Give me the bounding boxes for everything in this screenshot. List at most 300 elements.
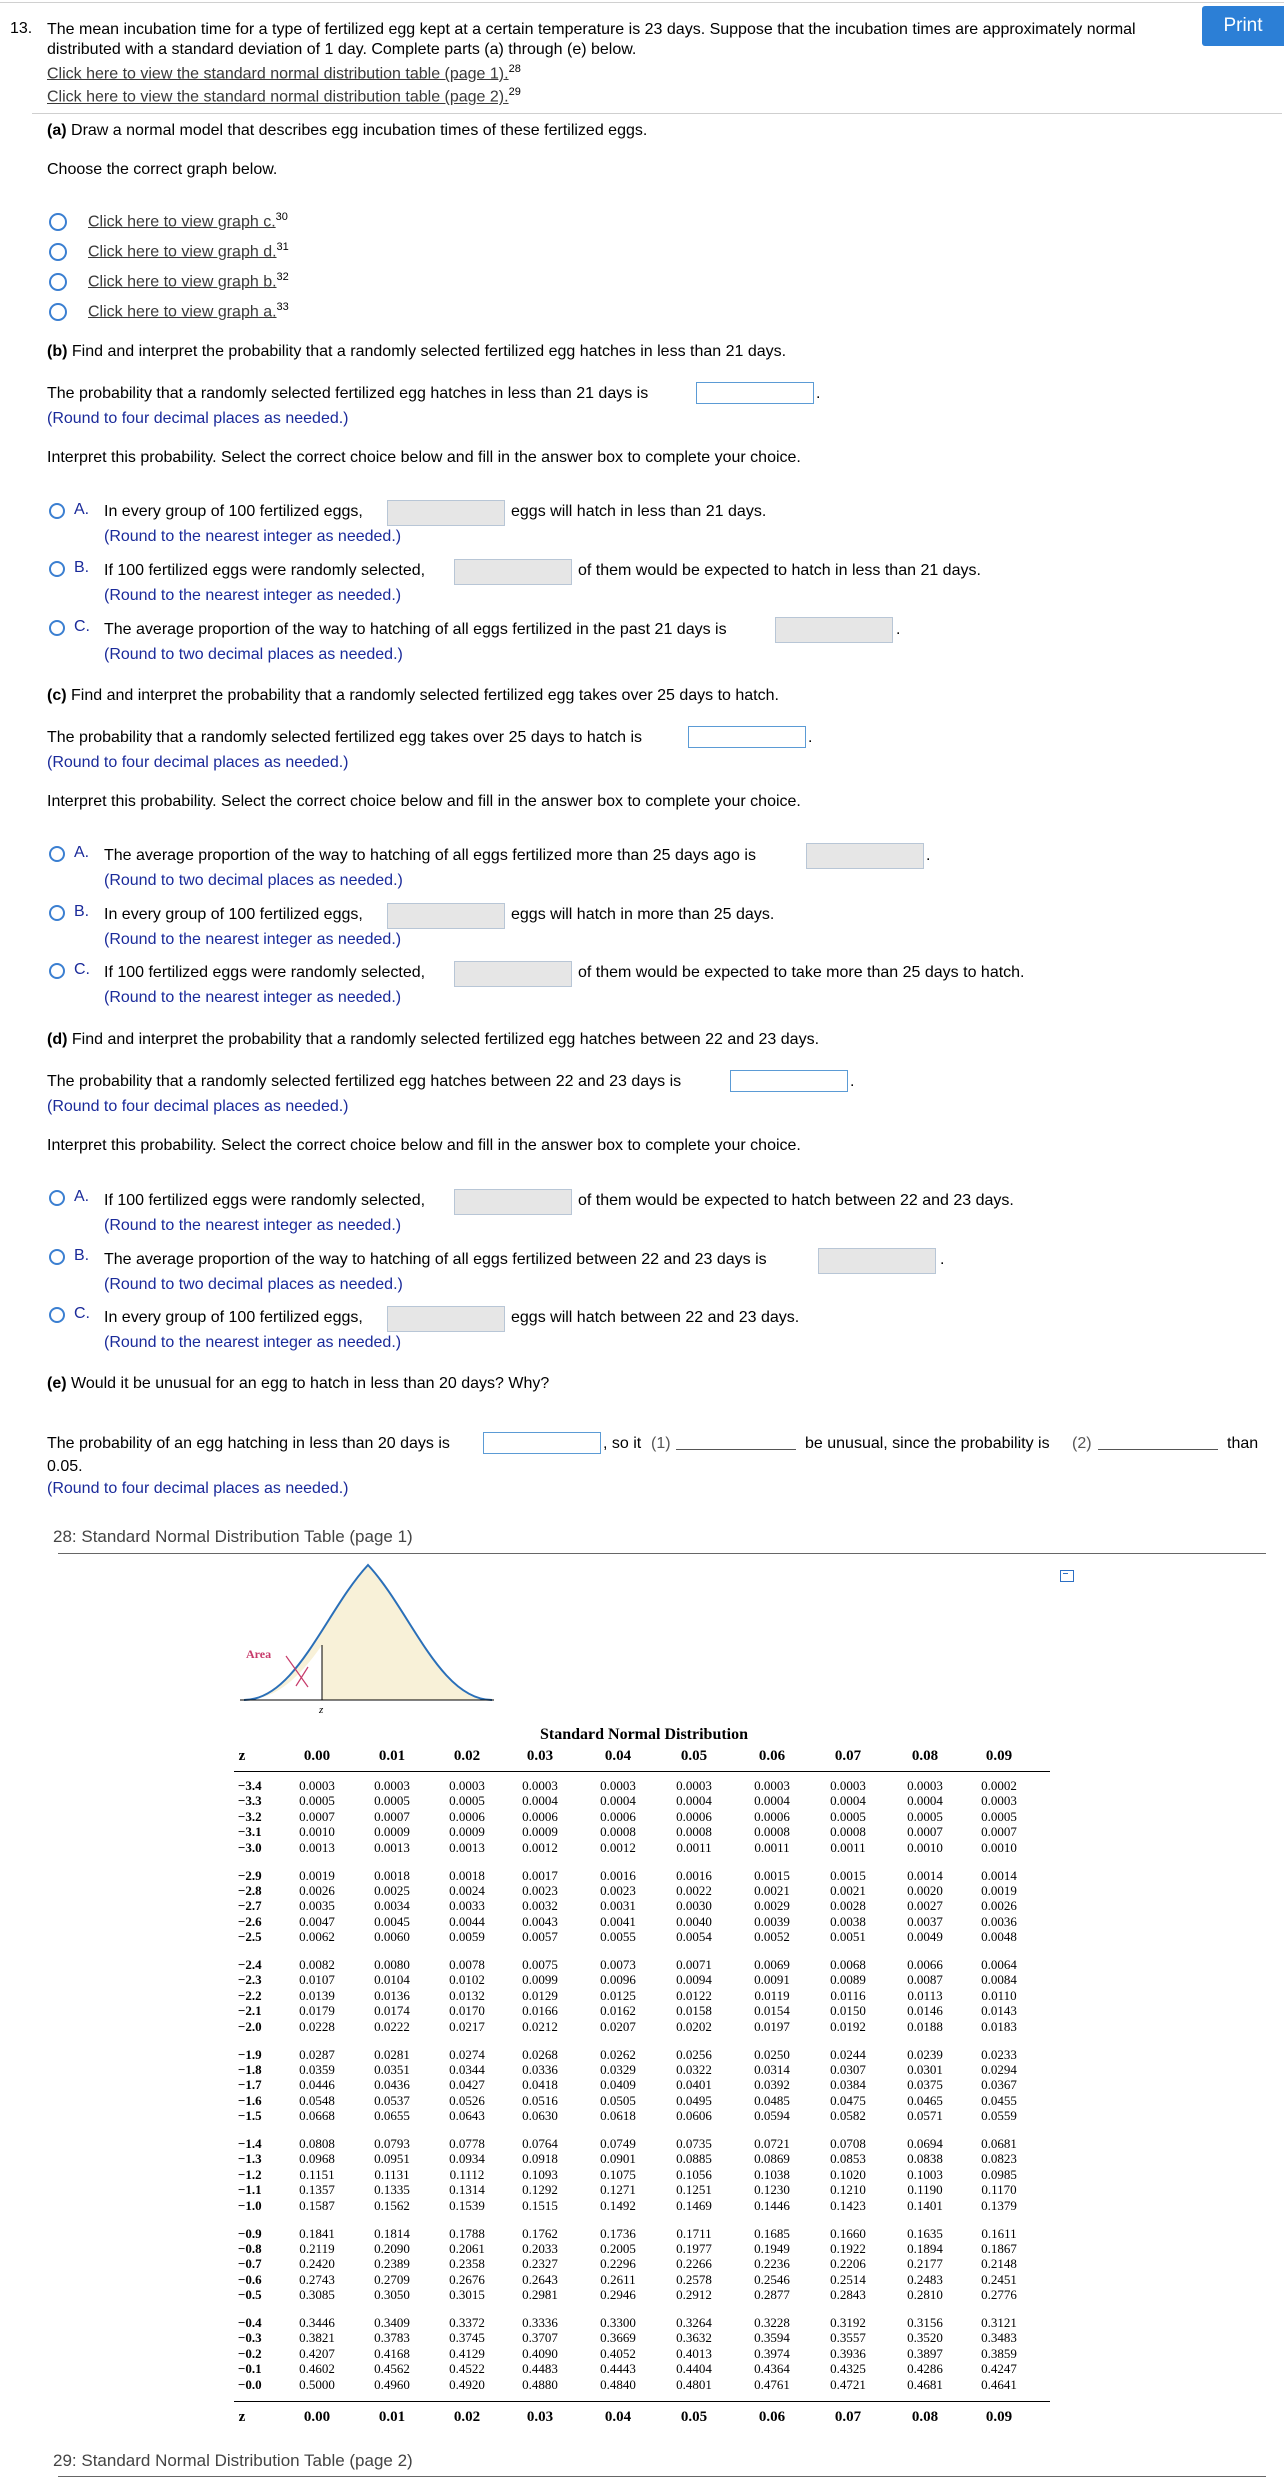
table-cell: 0.0174	[374, 2003, 410, 2019]
table-cell: 0.1660	[830, 2225, 866, 2241]
table-cell: 0.4960	[374, 2376, 410, 2392]
probability-column	[362, 2226, 422, 2303]
table-cell: 0.0032	[522, 1898, 558, 1914]
column-header: 0.07	[834, 1748, 862, 1764]
table-cell: 0.0006	[600, 1808, 636, 1824]
probability-column	[664, 2315, 724, 2392]
table-cell: 0.0009	[449, 1824, 485, 1840]
part-c-prob-text: The probability that a randomly selected fertilized egg takes over 25 days to hatch is	[47, 729, 642, 746]
part-e-round-note: (Round to four decimal places as needed.)	[47, 1480, 349, 1497]
table-cell: 0.0239	[907, 2046, 943, 2062]
z-value: −2.8	[238, 1882, 262, 1898]
probability-column	[969, 1868, 1029, 1945]
table-cell: 0.1788	[449, 2225, 485, 2241]
blank-1-dropdown[interactable]	[676, 1449, 796, 1450]
table-cell: 0.2877	[754, 2287, 790, 2303]
part-d-probability-input[interactable]	[730, 1070, 848, 1092]
part-c-choice-a-note: (Round to two decimal places as needed.)	[104, 872, 403, 889]
z-value-group	[238, 2047, 278, 2124]
table-cell: 0.3707	[522, 2330, 558, 2346]
table-cell: 0.4168	[374, 2345, 410, 2361]
table-cell: 0.0188	[907, 2018, 943, 2034]
z-value-group	[238, 2136, 278, 2213]
table-cell: 0.4325	[830, 2361, 866, 2377]
table-link-page-2[interactable]: Click here to view the standard normal distribution table (page 2).	[47, 88, 509, 106]
part-d-choice-b-after: .	[940, 1251, 945, 1268]
table-cell: 0.0041	[600, 1913, 636, 1929]
graph-b-radio[interactable]	[49, 273, 67, 291]
table-cell: 0.0013	[299, 1839, 335, 1855]
table-cell: 0.0091	[754, 1972, 790, 1988]
table-cell: 0.0268	[522, 2046, 558, 2062]
table-cell: 0.1867	[981, 2240, 1017, 2256]
part-d-prob-text: The probability that a randomly selected fertilized egg hatches between 22 and 23 days is	[47, 1073, 682, 1090]
table-cell: 0.0274	[449, 2046, 485, 2062]
table-cell: 0.0853	[830, 2151, 866, 2167]
table-cell: 0.1020	[830, 2166, 866, 2182]
table-cell: 0.0150	[830, 2003, 866, 2019]
table-cell: 0.0968	[299, 2151, 335, 2167]
table-link-1-ref: 28	[508, 63, 521, 75]
part-e-text-2: , so it	[603, 1435, 642, 1452]
table-cell: 0.4761	[754, 2376, 790, 2392]
z-value: −1.9	[238, 2046, 262, 2062]
part-c-choice-b-radio[interactable]	[49, 905, 65, 921]
table-cell: 0.3897	[907, 2345, 943, 2361]
table-cell: 0.0207	[600, 2018, 636, 2034]
table-cell: 0.0011	[754, 1839, 790, 1855]
table-cell: 0.0016	[676, 1867, 712, 1883]
table-cell: 0.0043	[522, 1913, 558, 1929]
table-cell: 0.1230	[754, 2182, 790, 2198]
part-b-choice-a-note: (Round to the nearest integer as needed.)	[104, 528, 402, 545]
part-b-choice-a-radio[interactable]	[49, 503, 65, 519]
table-cell: 0.3783	[374, 2330, 410, 2346]
table-cell: 0.0351	[374, 2061, 410, 2077]
table-cell: 0.0329	[600, 2061, 636, 2077]
table-cell: 0.5000	[299, 2376, 335, 2392]
probability-column	[818, 2047, 878, 2124]
probability-column	[287, 2226, 347, 2303]
probability-column	[588, 1778, 648, 1855]
table-cell: 0.0057	[522, 1929, 558, 1945]
table-cell: 0.1379	[981, 2197, 1017, 2213]
shaded-area	[244, 1565, 492, 1700]
table-cell: 0.0526	[449, 2092, 485, 2108]
probability-column	[287, 2136, 347, 2213]
part-b-choice-c-after: .	[896, 621, 901, 638]
table-cell: 0.3372	[449, 2315, 485, 2330]
part-e-probability-input[interactable]	[483, 1432, 601, 1454]
table-cell: 0.0102	[449, 1972, 485, 1988]
part-b-probability-input[interactable]	[696, 382, 814, 404]
table-cell: 0.1949	[754, 2240, 790, 2256]
table-cell: 0.0094	[676, 1972, 712, 1988]
table-cell: 0.0004	[907, 1793, 943, 1809]
table-cell: 0.0344	[449, 2061, 485, 2077]
table-cell: 0.0004	[676, 1793, 712, 1809]
table-cell: 0.4920	[449, 2376, 485, 2392]
part-b-choice-b-note: (Round to the nearest integer as needed.)	[104, 587, 402, 604]
table-cell: 0.0107	[299, 1972, 335, 1988]
z-value-group	[238, 1957, 278, 2034]
table-cell: 0.0064	[981, 1957, 1017, 1972]
part-c-choice-a-radio[interactable]	[49, 846, 65, 862]
probability-column	[895, 2047, 955, 2124]
part-c-choice-a-input[interactable]	[806, 843, 924, 869]
table-cell: 0.0694	[907, 2136, 943, 2151]
probability-column	[437, 1868, 497, 1945]
table-cell: 0.0003	[754, 1778, 790, 1793]
table-cell: 0.0006	[449, 1808, 485, 1824]
table-cell: 0.0823	[981, 2151, 1017, 2167]
table-cell: 0.0749	[600, 2136, 636, 2151]
table-cell: 0.0048	[981, 1929, 1017, 1945]
table-cell: 0.0010	[299, 1824, 335, 1840]
table-cell: 0.0455	[981, 2092, 1017, 2108]
table-cell: 0.4522	[449, 2361, 485, 2377]
table-cell: 0.0233	[981, 2046, 1017, 2062]
table-cell: 0.0808	[299, 2136, 335, 2151]
intro-line-2: distributed with a standard deviation of 1 day. Complete parts (a) through (e) below.	[47, 41, 637, 58]
part-c-choice-c-radio[interactable]	[49, 963, 65, 979]
table-cell: 0.0869	[754, 2151, 790, 2167]
part-c-choice-b-input[interactable]	[387, 903, 505, 929]
column-header: 0.00	[303, 1748, 331, 1764]
table-cell: 0.0003	[522, 1778, 558, 1793]
table-cell: 0.1003	[907, 2166, 943, 2182]
table-cell: 0.0005	[907, 1808, 943, 1824]
table-cell: 0.1492	[600, 2197, 636, 2213]
table-cell: 0.0516	[522, 2092, 558, 2108]
table-cell: 0.0735	[676, 2136, 712, 2151]
table-cell: 0.1423	[830, 2197, 866, 2213]
part-b-prompt: (b) Find and interpret the probability that a randomly selected fertilized egg hatches in less than 21 days.	[47, 343, 787, 360]
table-cell: 0.0089	[830, 1972, 866, 1988]
table-cell: 0.0017	[522, 1867, 558, 1883]
table-cell: 0.0044	[449, 1913, 485, 1929]
table-cell: 0.0051	[830, 1929, 866, 1945]
probability-column	[437, 2315, 497, 2392]
probability-column	[969, 2226, 1029, 2303]
table-cell: 0.0013	[374, 1839, 410, 1855]
table-cell: 0.0301	[907, 2061, 943, 2077]
probability-column	[895, 1778, 955, 1855]
column-footer: 0.03	[526, 2409, 554, 2425]
table-cell: 0.0010	[907, 1839, 943, 1855]
table-cell: 0.1112	[449, 2166, 485, 2182]
table-cell: 0.3085	[299, 2287, 335, 2303]
table-cell: 0.0012	[522, 1839, 558, 1855]
table-cell: 0.0436	[374, 2077, 410, 2093]
table-cell: 0.1562	[374, 2197, 410, 2213]
table-cell: 0.1814	[374, 2225, 410, 2241]
table-cell: 0.0054	[676, 1929, 712, 1945]
table-cell: 0.2643	[522, 2271, 558, 2287]
part-e-text-3: be unusual, since the probability is	[805, 1435, 1050, 1452]
table-cell: 0.0643	[449, 2108, 485, 2124]
table-cell: 0.0014	[907, 1867, 943, 1883]
choice-letter: A.	[74, 844, 90, 861]
z-value: −1.1	[238, 2182, 262, 2198]
part-c-choice-a-text: The average proportion of the way to hatching of all eggs fertilized more than 25 days ago is	[104, 847, 756, 864]
table-cell: 0.3050	[374, 2287, 410, 2303]
table-cell: 0.1922	[830, 2240, 866, 2256]
part-c-choice-c-input[interactable]	[454, 961, 572, 987]
table-cell: 0.0062	[299, 1929, 335, 1945]
table-cell: 0.1131	[374, 2166, 410, 2182]
probability-column	[588, 2226, 648, 2303]
column-header: 0.04	[604, 1748, 632, 1764]
z-value: −1.6	[238, 2092, 262, 2108]
probability-column	[664, 2226, 724, 2303]
table-cell: 0.0009	[374, 1824, 410, 1840]
table-cell: 0.0228	[299, 2018, 335, 2034]
table-cell: 0.0681	[981, 2136, 1017, 2151]
table-cell: 0.2061	[449, 2240, 485, 2256]
table-cell: 0.0004	[522, 1793, 558, 1809]
table-link-2-ref: 29	[508, 86, 521, 99]
column-footer: 0.01	[378, 2409, 406, 2425]
table-cell: 0.0294	[981, 2061, 1017, 2077]
probability-column	[362, 2136, 422, 2213]
graph-c-radio[interactable]	[49, 213, 67, 231]
table-cell: 0.0069	[754, 1957, 790, 1972]
blank-2-dropdown[interactable]	[1098, 1449, 1218, 1450]
table-cell: 0.0336	[522, 2061, 558, 2077]
table-cell: 0.0132	[449, 1987, 485, 2003]
table-cell: 0.0084	[981, 1972, 1017, 1988]
table-cell: 0.4721	[830, 2376, 866, 2392]
table-cell: 0.2389	[374, 2256, 410, 2272]
z-value: −0.4	[238, 2315, 262, 2330]
table-cell: 0.0007	[907, 1824, 943, 1840]
choice-letter: B.	[74, 903, 90, 920]
table-cell: 0.3336	[522, 2315, 558, 2330]
column-footer: 0.07	[834, 2409, 862, 2425]
table-cell: 0.0262	[600, 2046, 636, 2062]
table-cell: 0.3156	[907, 2315, 943, 2330]
probability-column	[895, 1868, 955, 1945]
table-cell: 0.0005	[299, 1793, 335, 1809]
table-cell: 0.0045	[374, 1913, 410, 1929]
z-value: −0.0	[238, 2376, 262, 2392]
graph-d-option[interactable]: Click here to view graph d.$^{31}$	[88, 241, 289, 261]
table-cell: 0.1977	[676, 2240, 712, 2256]
part-b-choice-b-input[interactable]	[454, 559, 572, 585]
table-cell: 0.0287	[299, 2046, 335, 2062]
graph-a-option[interactable]: Click here to view graph a.$^{33}$	[88, 301, 289, 321]
part-b-choice-c-text: The average proportion of the way to hatching of all eggs fertilized in the past 21 days is	[104, 621, 727, 638]
table-cell: 0.0011	[830, 1839, 866, 1855]
table-cell: 0.0009	[522, 1824, 558, 1840]
table-cell: 0.0158	[676, 2003, 712, 2019]
area-label: Area	[246, 1647, 272, 1661]
expand-icon[interactable]	[1060, 1570, 1074, 1582]
graph-b-option[interactable]: Click here to view graph b.$^{32}$	[88, 271, 289, 291]
probability-column	[510, 2047, 570, 2124]
part-b-choice-a-input[interactable]	[387, 500, 505, 526]
z-value: −3.3	[238, 1793, 262, 1809]
column-footer: 0.06	[758, 2409, 786, 2425]
table-cell: 0.2177	[907, 2256, 943, 2272]
table-cell: 0.2090	[374, 2240, 410, 2256]
choice-letter: A.	[74, 1188, 90, 1205]
column-header: 0.06	[758, 1748, 786, 1764]
table-cell: 0.0485	[754, 2092, 790, 2108]
part-a-prompt: (a) Draw a normal model that describes egg incubation times of these fertilized eggs.	[47, 122, 648, 139]
probability-column	[588, 2047, 648, 2124]
table-cell: 0.1736	[600, 2225, 636, 2241]
table-cell: 0.0322	[676, 2061, 712, 2077]
table-cell: 0.4207	[299, 2345, 335, 2361]
table-cell: 0.1151	[299, 2166, 335, 2182]
table-cell: 0.0024	[449, 1882, 485, 1898]
table-cell: 0.1635	[907, 2225, 943, 2241]
table-cell: 0.0035	[299, 1898, 335, 1914]
table-cell: 0.0005	[449, 1793, 485, 1809]
table-cell: 0.0384	[830, 2077, 866, 2093]
table-cell: 0.2676	[449, 2271, 485, 2287]
table-cell: 0.0011	[676, 1839, 712, 1855]
table-cell: 0.0004	[830, 1793, 866, 1809]
table-cell: 0.0901	[600, 2151, 636, 2167]
table-cell: 0.0375	[907, 2077, 943, 2093]
table-cell: 0.0594	[754, 2108, 790, 2124]
table-cell: 0.2578	[676, 2271, 712, 2287]
part-c-round-note: (Round to four decimal places as needed.)	[47, 754, 349, 771]
table-cell: 0.2743	[299, 2271, 335, 2287]
table-cell: 0.3015	[449, 2287, 485, 2303]
table-cell: 0.0505	[600, 2092, 636, 2108]
part-d-choice-a-input[interactable]	[454, 1189, 572, 1215]
z-value: −0.5	[238, 2287, 262, 2303]
table-cell: 0.2776	[981, 2287, 1017, 2303]
table-cell: 0.0166	[522, 2003, 558, 2019]
graph-a-radio[interactable]	[49, 303, 67, 321]
table-cell: 0.0003	[449, 1778, 485, 1793]
graph-d-radio[interactable]	[49, 243, 67, 261]
probability-column	[664, 1778, 724, 1855]
part-d-choice-c-radio[interactable]	[49, 1307, 65, 1323]
table-cell: 0.0003	[600, 1778, 636, 1793]
part-d-choice-c-input[interactable]	[387, 1306, 505, 1332]
table-cell: 0.4404	[676, 2361, 712, 2377]
z-value: −1.5	[238, 2108, 262, 2124]
part-b-choice-a-text: In every group of 100 fertilized eggs,	[104, 503, 363, 520]
table-cell: 0.0170	[449, 2003, 485, 2019]
table-cell: 0.0087	[907, 1972, 943, 1988]
table-cell: 0.2236	[754, 2256, 790, 2272]
table-cell: 0.4840	[600, 2376, 636, 2392]
part-b-choice-c-radio[interactable]	[49, 620, 65, 636]
part-b-choice-b-after: of them would be expected to hatch in less than 21 days.	[578, 562, 981, 579]
table-cell: 0.0951	[374, 2151, 410, 2167]
table-cell: 0.3409	[374, 2315, 410, 2330]
part-d-choice-b-radio[interactable]	[49, 1249, 65, 1265]
probability-column	[362, 1868, 422, 1945]
table-cell: 0.0026	[981, 1898, 1017, 1914]
z-column-footer: z	[238, 2409, 246, 2425]
probability-column	[287, 1868, 347, 1945]
table-cell: 0.0143	[981, 2003, 1017, 2019]
part-b-interpret: Interpret this probability. Select the correct choice below and fill in the answer box to complete your choice.	[47, 449, 801, 466]
part-d-choice-b-input[interactable]	[818, 1248, 936, 1274]
table-link-page-1[interactable]: Click here to view the standard normal distribution table (page 1).	[47, 65, 509, 83]
table-cell: 0.0055	[600, 1929, 636, 1945]
table-cell: 0.0005	[374, 1793, 410, 1809]
table-cell: 0.0003	[676, 1778, 712, 1793]
table-cell: 0.0002	[981, 1778, 1017, 1793]
table-cell: 0.0212	[522, 2018, 558, 2034]
table-cell: 0.2005	[600, 2240, 636, 2256]
table-cell: 0.0012	[600, 1839, 636, 1855]
probability-column	[437, 2226, 497, 2303]
table-cell: 0.4483	[522, 2361, 558, 2377]
table-cell: 0.0080	[374, 1957, 410, 1972]
part-b-choice-c-input[interactable]	[775, 617, 893, 643]
probability-column	[969, 2136, 1029, 2213]
z-value: −1.0	[238, 2197, 262, 2213]
table-cell: 0.0036	[981, 1913, 1017, 1929]
table-cell: 0.0031	[600, 1898, 636, 1914]
part-d-choice-a-radio[interactable]	[49, 1190, 65, 1206]
table-cell: 0.0016	[600, 1867, 636, 1883]
probability-column	[510, 2136, 570, 2213]
z-value: −1.4	[238, 2136, 262, 2151]
part-c-choice-c-after: of them would be expected to take more than 25 days to hatch.	[578, 964, 1025, 981]
table-cell: 0.0559	[981, 2108, 1017, 2124]
table-cell: 0.1056	[676, 2166, 712, 2182]
table-cell: 0.0708	[830, 2136, 866, 2151]
table-cell: 0.0162	[600, 2003, 636, 2019]
table-cell: 0.0985	[981, 2166, 1017, 2182]
table-cell: 0.3300	[600, 2315, 636, 2330]
table-cell: 0.2946	[600, 2287, 636, 2303]
table-cell: 0.0885	[676, 2151, 712, 2167]
part-d-choice-c-after: eggs will hatch between 22 and 23 days.	[511, 1309, 800, 1326]
table-cell: 0.3859	[981, 2345, 1017, 2361]
table-cell: 0.0003	[830, 1778, 866, 1793]
z-value: −2.9	[238, 1867, 262, 1883]
table-cell: 0.0217	[449, 2018, 485, 2034]
z-value: −0.3	[238, 2330, 262, 2346]
part-c-choice-c-note: (Round to the nearest integer as needed.)	[104, 989, 402, 1006]
part-c-probability-input[interactable]	[688, 726, 806, 748]
table-cell: 0.2451	[981, 2271, 1017, 2287]
table-cell: 0.0244	[830, 2046, 866, 2062]
table-cell: 0.0013	[449, 1839, 485, 1855]
z-value-group	[238, 1868, 278, 1945]
table-cell: 0.0934	[449, 2151, 485, 2167]
table-cell: 0.0078	[449, 1957, 485, 1972]
header-rule	[234, 1771, 1050, 1772]
table-cell: 0.0136	[374, 1987, 410, 2003]
part-d-prompt: (d) Find and interpret the probability that a randomly selected fertilized egg hatches between 22 and 23 days.	[47, 1031, 820, 1048]
print-button[interactable]: Print	[1202, 6, 1284, 46]
probability-column	[742, 2136, 802, 2213]
table-cell: 0.0008	[830, 1824, 866, 1840]
probability-column	[818, 2315, 878, 2392]
part-b-choice-b-radio[interactable]	[49, 561, 65, 577]
choice-letter: C.	[74, 618, 90, 635]
graph-c-option[interactable]: Click here to view graph c.$^{30}$	[88, 211, 288, 231]
table-cell: 0.1446	[754, 2197, 790, 2213]
table-cell: 0.0008	[754, 1824, 790, 1840]
table-cell: 0.3228	[754, 2315, 790, 2330]
column-header: 0.01	[378, 1748, 406, 1764]
table-cell: 0.0006	[754, 1808, 790, 1824]
